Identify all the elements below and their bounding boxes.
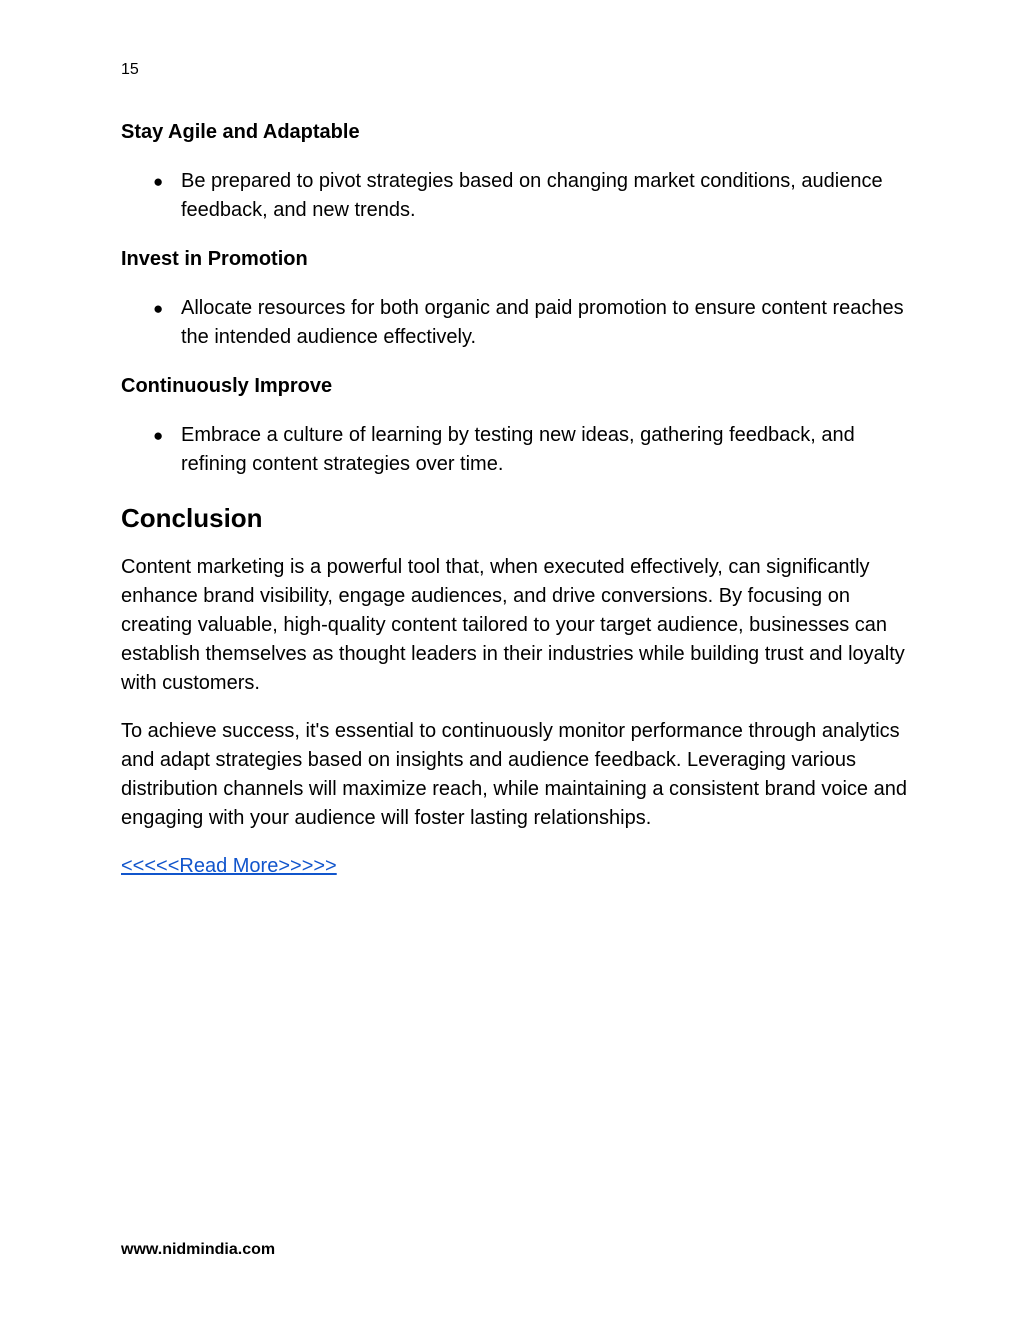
bullet-icon: ● (153, 299, 164, 318)
list-item (121, 421, 921, 479)
bullet-icon: ● (153, 426, 164, 445)
bullet-list-invest-promotion (121, 294, 921, 352)
list-item (121, 167, 921, 225)
bullet-list-stay-agile (121, 167, 921, 225)
list-item (121, 294, 921, 352)
conclusion-title: Conclusion (121, 503, 263, 533)
footer-website: www.nidmindia.com (121, 1241, 276, 1258)
conclusion-paragraph-2: To achieve success, it's essential to continuously monitor performance through analytics and adapt strategies based on insights and audience feedback. Leveraging various distribution channels will maximize reach, while maintaining a consistent brand voice and engaging with your audience will foster lasting relationships. (121, 720, 907, 829)
document-body (121, 118, 921, 881)
bullet-list-continuously-improve (121, 421, 921, 479)
read-more-link[interactable]: <<<<<Read More>>>>> (121, 855, 337, 877)
conclusion-paragraph-1: Content marketing is a powerful tool that, when executed effectively, can significantly enhance brand visibility, engage audiences, and drive conversions. By focusing on creating valuable, high-quality content tailored to your target audience, businesses can establish themselves as thought leaders in their industries while building trust and loyalty with customers. (121, 556, 905, 694)
list-item-text: Allocate resources for both organic and paid promotion to ensure content reaches the intended audience effectively. (181, 297, 904, 348)
section-heading-invest-promotion: Invest in Promotion (121, 248, 308, 270)
list-item-text: Be prepared to pivot strategies based on changing market conditions, audience feedback, and new trends. (181, 170, 883, 221)
section-heading-stay-agile: Stay Agile and Adaptable (121, 121, 360, 143)
list-item-text: Embrace a culture of learning by testing new ideas, gathering feedback, and refining content strategies over time. (181, 424, 855, 475)
bullet-icon: ● (153, 172, 164, 191)
page-number: 15 (121, 61, 139, 78)
section-heading-continuously-improve: Continuously Improve (121, 375, 333, 397)
